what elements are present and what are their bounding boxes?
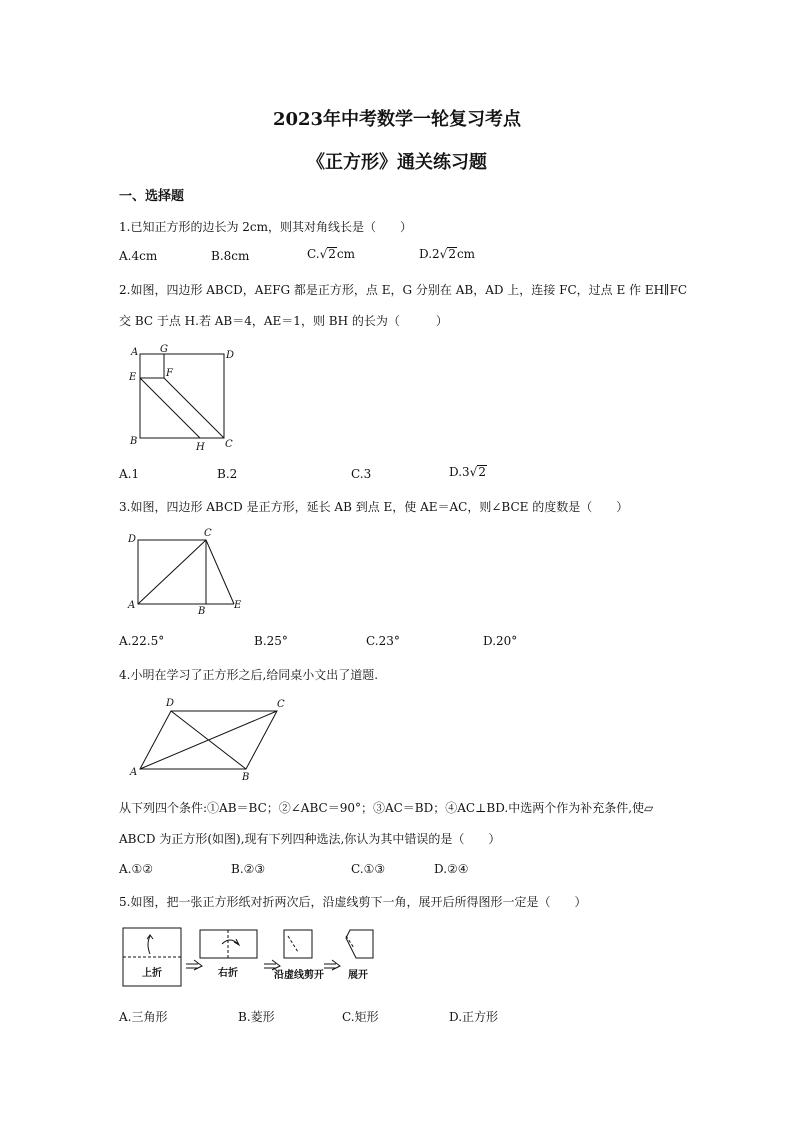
label-a: A xyxy=(130,767,138,778)
diagonal-bd xyxy=(171,711,246,769)
label-e: E xyxy=(234,600,242,611)
label-c: C xyxy=(225,439,233,450)
q3-option-c: C.23° xyxy=(366,634,400,648)
q4-stem: 4.小明在学习了正方形之后,给同桌小文出了道题. xyxy=(119,668,379,682)
q4-figure xyxy=(122,693,297,783)
q2-option-d-prefix: D.3 xyxy=(449,465,470,479)
q2-stem-line-2: 交 BC 于点 H.若 AB＝4，AE＝1，则 BH 的长为（ ） xyxy=(119,314,448,328)
q4-option-c: C.①③ xyxy=(351,862,386,876)
q2-option-a: A.1 xyxy=(119,467,140,481)
q5-option-c: C.矩形 xyxy=(342,1010,379,1024)
q1-option-c-prefix: C. xyxy=(307,247,320,261)
label-f: F xyxy=(166,368,173,379)
q5-option-d: D.正方形 xyxy=(449,1010,499,1024)
title-line-1: 2023年中考数学一轮复习考点 xyxy=(272,109,522,130)
q3-option-d: D.20° xyxy=(483,634,518,648)
step-label-cut: 沿虚线剪开 xyxy=(274,970,324,981)
label-a: A xyxy=(128,600,136,611)
q5-option-b: B.菱形 xyxy=(238,1010,275,1024)
q5-option-a: A.三角形 xyxy=(119,1010,168,1024)
segment-ce xyxy=(206,540,234,604)
q2-option-b: B.2 xyxy=(217,467,238,481)
q2-option-d xyxy=(449,465,487,479)
q3-option-b: B.25° xyxy=(254,634,288,648)
cut-paper-shape xyxy=(346,930,373,958)
label-e: E xyxy=(129,372,137,383)
segment-eh xyxy=(140,378,200,438)
q3-stem: 3.如图，四边形 ABCD 是正方形，延长 AB 到点 E，使 AE＝AC，则∠BCE 的度数是（ ） xyxy=(119,500,629,514)
square-aefg xyxy=(140,354,164,378)
q1-option-c-unit: cm xyxy=(336,247,355,261)
q1-option-d xyxy=(419,247,475,261)
folded-square xyxy=(284,930,312,958)
step-label-fold-right: 右折 xyxy=(218,968,238,979)
label-b: B xyxy=(130,436,138,447)
q1-option-a: A.4cm xyxy=(119,249,158,263)
label-b: B xyxy=(198,606,206,617)
segment-fc xyxy=(164,378,224,438)
label-a: A xyxy=(131,347,139,358)
q1-stem: 1.已知正方形的边长为 2cm，则其对角线长是（ ） xyxy=(119,220,412,234)
section-heading: 一、选择题 xyxy=(119,189,185,204)
sqrt-sign: √ xyxy=(469,465,478,479)
q4-option-b: B.②③ xyxy=(231,862,266,876)
q3-option-a: A.22.5° xyxy=(119,634,165,648)
next-arrow-icon xyxy=(324,960,340,970)
q2-option-c: C.3 xyxy=(351,467,372,481)
label-b: B xyxy=(242,772,250,783)
q1-option-d-prefix: D.2 xyxy=(419,247,440,261)
sqrt-sign: √ xyxy=(319,247,328,261)
q4-option-d: D.②④ xyxy=(434,862,469,876)
diagonal-ac xyxy=(138,540,206,604)
label-c: C xyxy=(204,528,212,539)
label-d: D xyxy=(166,698,175,709)
q1-option-d-unit: cm xyxy=(456,247,476,261)
q4-text-line-2: ABCD 为正方形(如图),现有下列四种选法,你认为其中错误的是（ ） xyxy=(119,832,501,846)
next-arrow-icon xyxy=(186,960,202,970)
q1-option-c xyxy=(307,247,355,261)
title-line-2: 《正方形》通关练习题 xyxy=(307,152,487,173)
step-label-fold-up: 上折 xyxy=(142,968,162,979)
q1-option-b: B.8cm xyxy=(211,249,250,263)
q2-stem-line-1: 2.如图，四边形 ABCD，AEFG 都是正方形，点 E，G 分别在 AB，AD 上，连接 FC，过点 E 作 EH∥FC xyxy=(119,283,688,297)
label-d: D xyxy=(226,350,235,361)
q3-figure xyxy=(120,526,255,621)
q4-text-line-1: 从下列四个条件:①AB＝BC；②∠ABC＝90°；③AC＝BD；④AC⊥BD.中选两个作为补充条件,使▱ xyxy=(119,801,654,815)
q1-option-c-radicand: 2 xyxy=(328,247,336,261)
cut-line xyxy=(288,936,298,952)
next-arrow-icon xyxy=(264,960,280,970)
q2-option-d-radicand: 2 xyxy=(478,465,486,479)
q2-figure xyxy=(120,340,250,455)
q5-stem: 5.如图，把一张正方形纸对折两次后，沿虚线剪下一角，展开后所得图形一定是（ ） xyxy=(119,895,587,909)
label-d: D xyxy=(128,534,137,545)
q5-figure xyxy=(118,924,388,996)
folded-rectangle xyxy=(200,930,257,958)
label-h: H xyxy=(196,442,205,453)
label-c: C xyxy=(277,699,285,710)
step-label-unfold: 展开 xyxy=(348,970,368,981)
q4-option-a: A.①② xyxy=(119,862,153,876)
arrowhead-icon xyxy=(234,939,239,945)
fold-up-arrow-icon xyxy=(148,936,150,954)
sqrt-sign: √ xyxy=(439,247,448,261)
label-g: G xyxy=(160,344,168,355)
q1-option-d-radicand: 2 xyxy=(448,247,456,261)
